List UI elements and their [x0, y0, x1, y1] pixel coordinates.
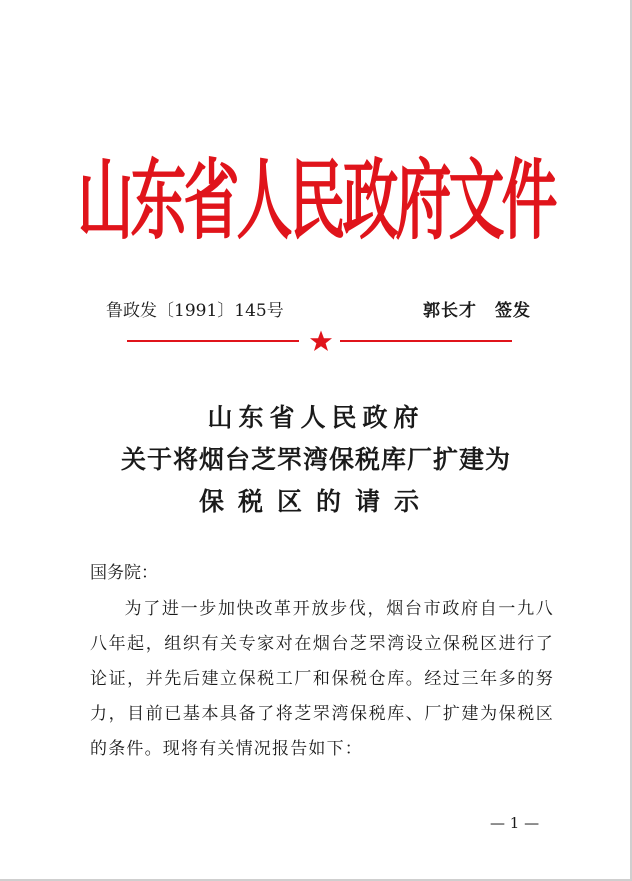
separator-rule-left: [127, 340, 299, 342]
signer-block: [423, 296, 531, 321]
document-number: 鲁政发〔1991〕145号: [106, 301, 284, 321]
signer-action: 签发: [495, 301, 531, 321]
star-icon: [309, 329, 333, 353]
document-title-line-2: 关于将烟台芝罘湾保税库厂扩建为: [120, 445, 511, 474]
separator-rule-right: [340, 340, 512, 342]
document-title-line-1: 山东省人民政府: [207, 403, 425, 432]
salutation: 国务院：: [90, 563, 158, 583]
body-paragraph: [90, 592, 554, 767]
body-paragraph-text: 为了进一步加快改革开放步伐，烟台市政府自一九八八年起，组织有关专家对在烟台芝罘湾设立保税区进行了论证，并先后建立保税工厂和保税仓库。经过三年多的努力，目前已基本具备了将芝罘湾保税库、厂扩建为保税区的条件。现将有关情况报告如下：: [90, 599, 554, 759]
page-number: — 1 —: [490, 814, 540, 832]
document-title-line-3: 保税区的请示: [198, 487, 433, 516]
document-header-title: 山东省人民政府文件: [77, 151, 555, 252]
signer-name: 郭长才: [423, 301, 477, 321]
